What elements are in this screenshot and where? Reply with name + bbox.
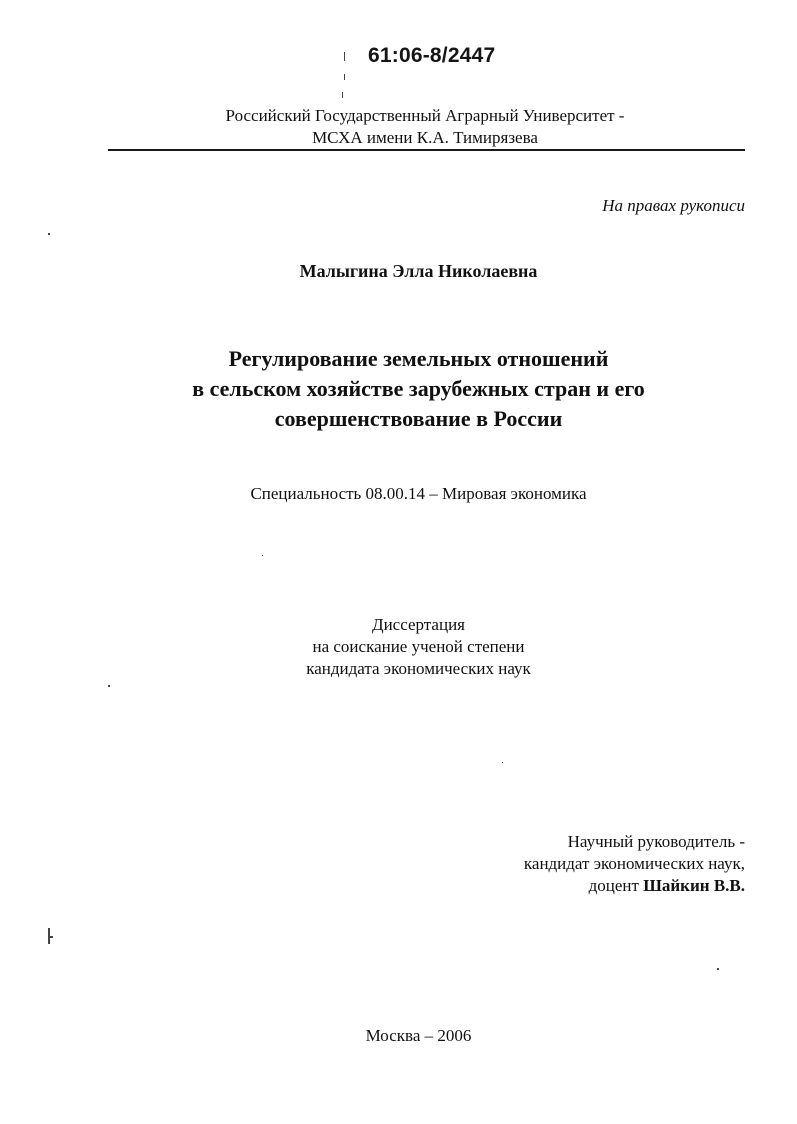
scan-speck — [262, 555, 263, 556]
advisor-role-line: Научный руководитель - — [567, 832, 745, 851]
advisor-degree-line: кандидат экономических наук, — [523, 854, 745, 873]
advisor-title: доцент — [588, 876, 639, 895]
dissertation-title-line-1: Регулирование земельных отношений — [228, 346, 609, 371]
rights-notice: На правах рукописи — [602, 196, 745, 215]
dissertation-title-line-3: совершенствование в России — [274, 406, 563, 431]
degree-name-line: кандидата экономических наук — [306, 659, 531, 678]
author-name: Малыгина Элла Николаевна — [299, 261, 538, 281]
scan-speck — [502, 762, 503, 763]
scan-speck — [48, 233, 50, 235]
city-year: Москва – 2006 — [365, 1026, 472, 1045]
advisor-name-line — [589, 875, 745, 897]
specialty-line: Специальность 08.00.14 – Мировая экономика — [250, 484, 587, 503]
scan-speck — [108, 685, 110, 687]
scan-speck — [344, 52, 345, 61]
archive-stamp-number: 61:06-8/2447 — [368, 44, 496, 67]
advisor-name: Шайкин В.В. — [643, 876, 745, 895]
degree-purpose-line: на соискание ученой степени — [312, 637, 525, 656]
institution-name-line-2: МСХА имени К.А. Тимирязева — [312, 128, 538, 147]
scan-speck — [344, 74, 345, 80]
dissertation-title-line-2: в сельском хозяйстве зарубежных стран и его — [192, 376, 645, 401]
scan-speck — [342, 92, 343, 98]
scan-speck — [717, 968, 719, 970]
dissertation-label: Диссертация — [371, 615, 465, 634]
institution-name-line-1: Российский Государственный Аграрный Университет - — [225, 106, 625, 125]
scan-speck — [48, 936, 53, 938]
header-divider — [108, 149, 745, 151]
